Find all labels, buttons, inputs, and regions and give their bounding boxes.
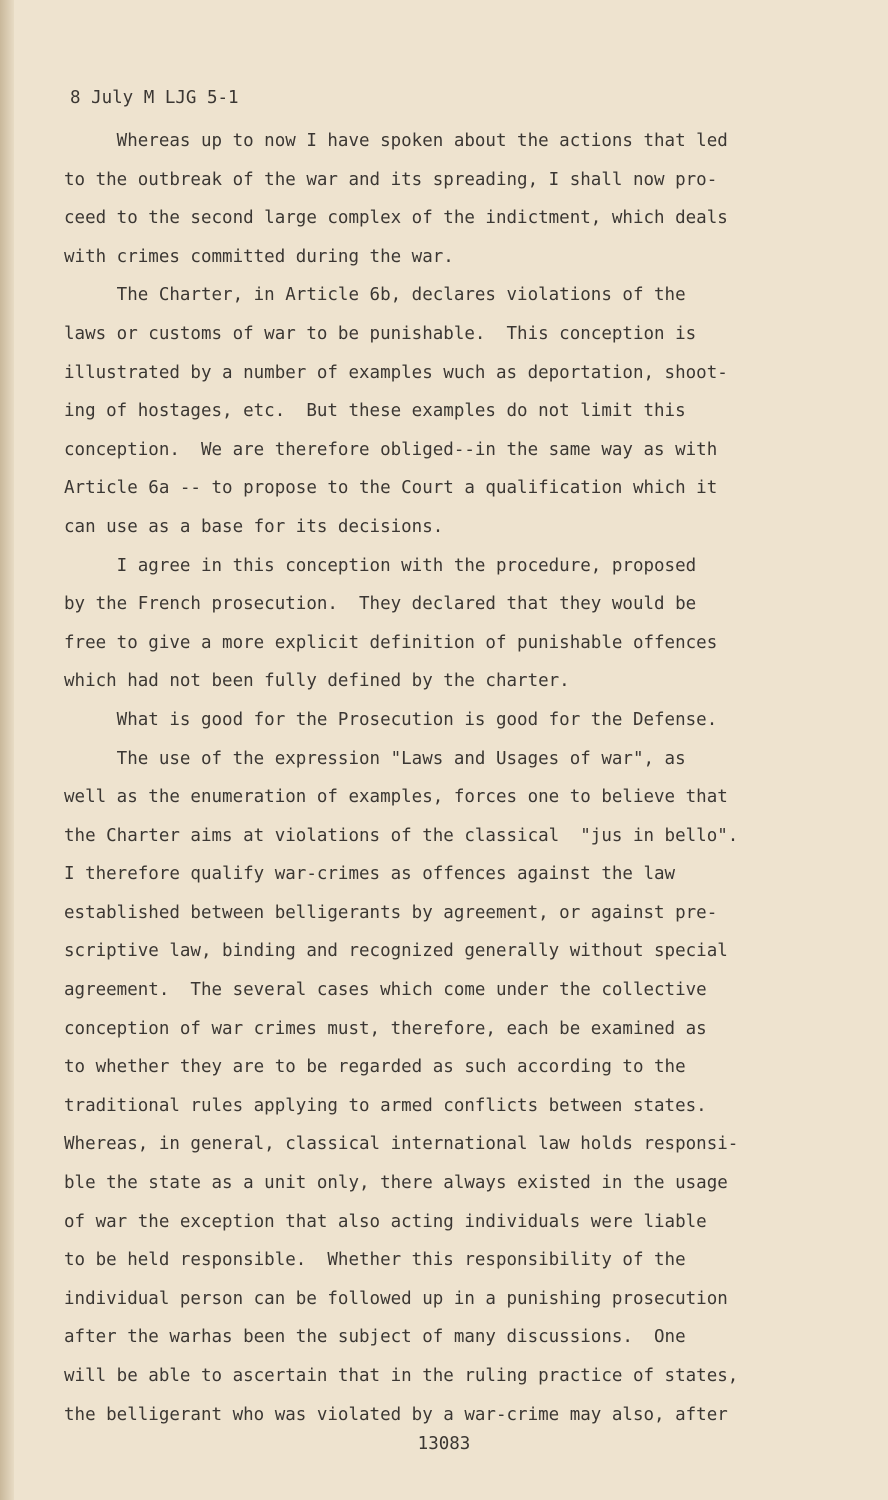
document-header: 8 July M LJG 5-1 [70,88,239,108]
text-line: laws or customs of war to be punishable. This conception is [64,323,697,344]
text-line: conception of war crimes must, therefore, each be examined as [64,1018,707,1039]
document-body [64,122,824,1434]
text-line: which had not been fully defined by the charter. [64,671,570,692]
text-line: scriptive law, binding and recognized generally without special [64,941,728,962]
page-number: 13083 [417,1434,471,1454]
text-line: ble the state as a unit only, there always existed in the usage [64,1173,728,1194]
text-line: the belligerant who was violated by a war-crime may also, after [64,1404,728,1425]
text-line: The use of the expression "Laws and Usages of war", as [64,748,686,769]
text-line: Whereas, in general, classical international law holds responsi- [64,1134,739,1155]
text-line: after the warhas been the subject of many discussions. One [64,1327,686,1348]
text-line: traditional rules applying to armed conflicts between states. [64,1095,707,1116]
text-line: can use as a base for its decisions. [64,516,444,537]
text-line: I therefore qualify war-crimes as offences against the law [64,864,676,885]
text-line: by the French prosecution. They declared that they would be [64,594,697,615]
text-line: agreement. The several cases which come under the collective [64,980,707,1001]
text-line: will be able to ascertain that in the ruling practice of states, [64,1366,739,1386]
text-line: Whereas up to now I have spoken about the actions that led [64,131,728,151]
text-line: to whether they are to be regarded as such according to the [64,1057,686,1078]
text-line: to be held responsible. Whether this responsibility of the [64,1250,686,1271]
text-line: Article 6a -- to propose to the Court a qualification which it [64,478,718,499]
text-line: I agree in this conception with the procedure, proposed [64,555,697,576]
text-line: The Charter, in Article 6b, declares violations of the [64,285,686,306]
text-line: well as the enumeration of examples, forces one to believe that [64,787,728,808]
text-line: What is good for the Prosecution is good for the Defense. [64,709,718,730]
text-line: illustrated by a number of examples wuch as deportation, shoot- [64,362,728,383]
text-line: ceed to the second large complex of the indictment, which deals [64,208,728,229]
text-line: conception. We are therefore obliged--in the same way as with [64,439,718,460]
text-line: of war the exception that also acting individuals were liable [64,1211,707,1232]
text-line: individual person can be followed up in a punishing prosecution [64,1288,728,1309]
text-line: established between belligerants by agreement, or against pre- [64,902,718,923]
text-line: with crimes committed during the war. [64,246,454,267]
text-line: to the outbreak of the war and its spreading, I shall now pro- [64,169,718,190]
text-line: ing of hostages, etc. But these examples do not limit this [64,401,686,422]
text-line: the Charter aims at violations of the classical "jus in bello". [64,825,739,846]
text-line: free to give a more explicit definition of punishable offences [64,632,718,653]
